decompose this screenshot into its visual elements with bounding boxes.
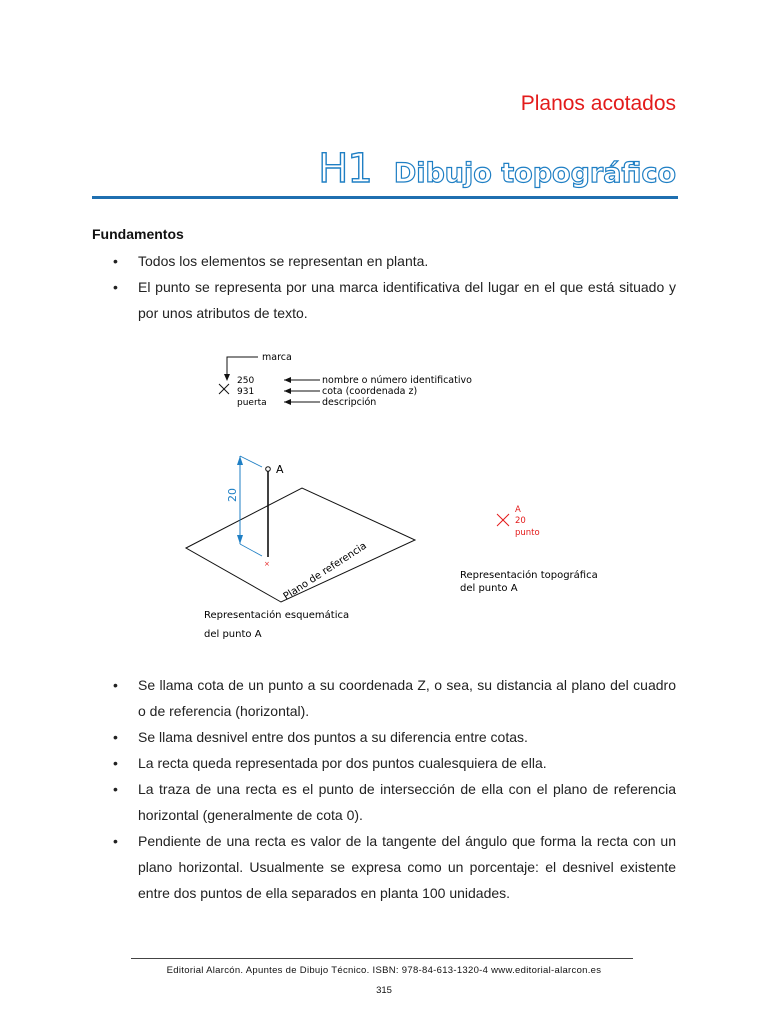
label-desc: descripción: [322, 397, 377, 408]
footer-rule: [131, 958, 633, 959]
topo-caption-1: Representación topográfica: [460, 570, 598, 581]
list-item: • La recta queda representada por dos puntos cualesquiera de ella.: [92, 750, 676, 776]
list-item: • El punto se representa por una marca identificativa del lugar en el que está situado y por unos atributos de texto.: [92, 274, 676, 326]
list-item: • Se llama cota de un punto a su coordenada Z, o sea, su distancia al plano del cuadro o de referencia (horizontal).: [92, 672, 676, 724]
dimension-extension: [240, 456, 262, 467]
topo-point-label: A: [515, 505, 521, 515]
schematic-diagram: [186, 456, 415, 640]
point-a-label: A: [276, 463, 284, 476]
topo-caption-2: del punto A: [460, 583, 518, 594]
marca-label: marca: [262, 352, 292, 363]
attr-cota: 931: [237, 387, 255, 397]
leader-arrowhead: [284, 388, 291, 394]
topo-desc-label: punto: [515, 528, 540, 538]
leader-arrowhead: [284, 399, 291, 405]
dimension-arrowhead: [237, 535, 243, 544]
height-label: 20: [226, 488, 239, 502]
list-item: • Pendiente de una recta es valor de la tangente del ángulo que forma la recta con un plano horizontal. Usualmente se expresa como un porcentaje: el desnivel existente entre dos puntos de ella separados en planta 100 unidades.: [92, 828, 676, 906]
point-a-marker: [266, 467, 271, 472]
schematic-caption-1: Representación esquemática: [204, 610, 350, 621]
dimension-extension: [240, 544, 262, 556]
page-number: 315: [376, 985, 392, 996]
marca-arrowhead: [224, 374, 230, 381]
marca-leader: [227, 357, 258, 378]
footer-text: Editorial Alarcón. Apuntes de Dibujo Técnico. ISBN: 978-84-613-1320-4 www.editorial-alarcon.es: [166, 965, 602, 976]
attr-number: 250: [237, 376, 255, 386]
chapter-title: Dibujo topográfico: [393, 158, 676, 189]
topo-diagram: [460, 505, 598, 594]
label-cota: cota (coordenada z): [322, 386, 418, 397]
plane-label: Plano de referencia: [281, 540, 369, 603]
topo-height-label: 20: [515, 516, 526, 526]
list-item: • La traza de una recta es el punto de intersección de ella con el plano de referencia horizontal (generalmente de cota 0).: [92, 776, 676, 828]
list-item: • Se llama desnivel entre dos puntos a su diferencia entre cotas.: [92, 724, 676, 750]
chapter-code: H1: [318, 146, 372, 192]
label-number: nombre o número identificativo: [322, 375, 472, 386]
legend-diagram: [219, 352, 472, 408]
list-item: • Todos los elementos se representan en planta.: [92, 248, 676, 274]
leader-arrowhead: [284, 377, 291, 383]
section-title: Planos acotados: [520, 92, 676, 115]
attr-desc: puerta: [237, 398, 267, 408]
projection-mark: ×: [264, 560, 270, 568]
schematic-caption-2: del punto A: [204, 629, 262, 640]
bullet-list-bottom: [92, 672, 676, 906]
section-heading: Fundamentos: [92, 226, 184, 242]
